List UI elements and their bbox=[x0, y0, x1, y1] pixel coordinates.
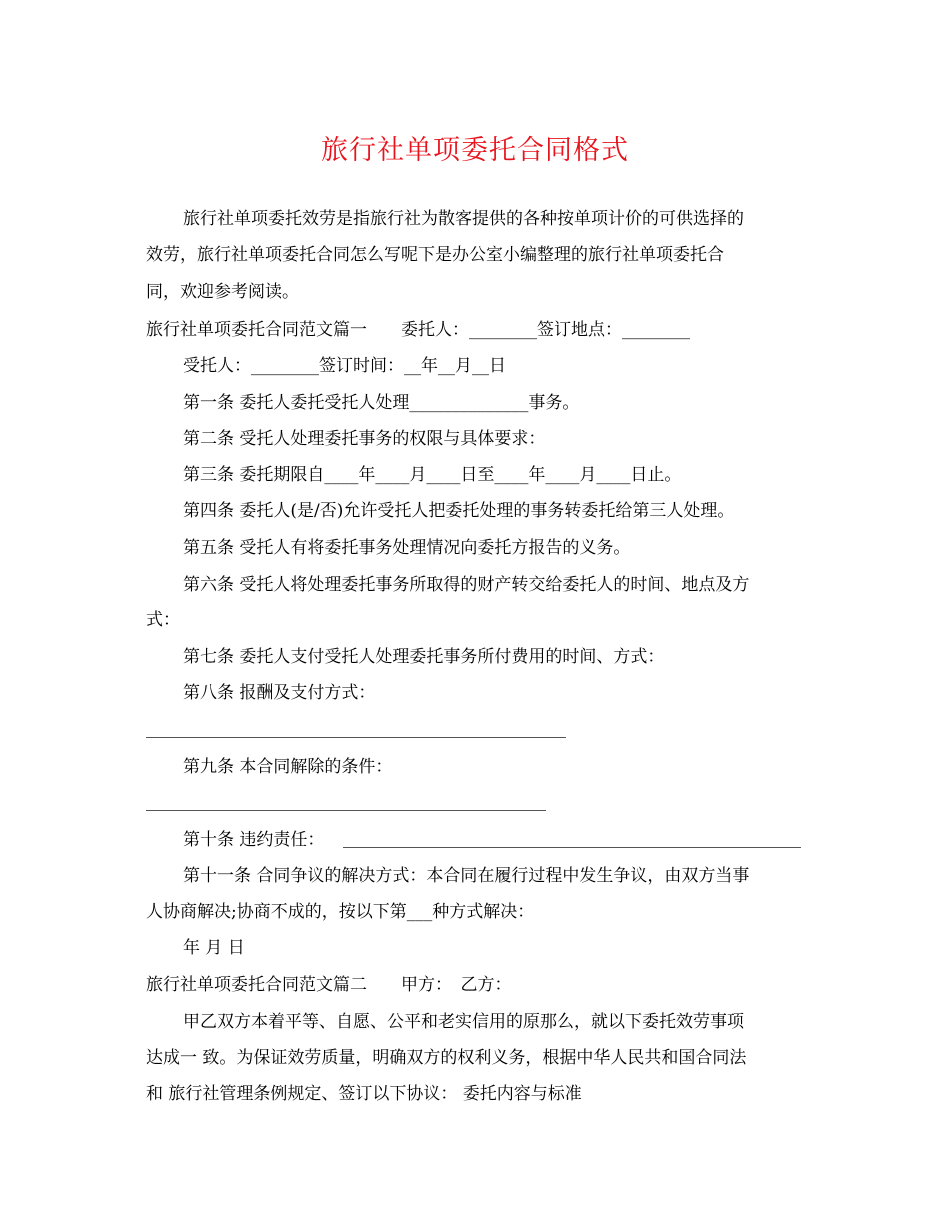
section1-heading: 旅行社单项委托合同范文篇一 委托人：________签订地点：________ bbox=[146, 320, 690, 340]
clause-line: 第五条 受托人有将委托事务处理情况向委托方报告的义务。 bbox=[183, 538, 631, 558]
blank-line bbox=[343, 847, 801, 848]
clause-line: 式： bbox=[146, 610, 180, 630]
clause-line: 第六条 受托人将处理委托事务所取得的财产转交给委托人的时间、地点及方 bbox=[183, 575, 750, 595]
clause-line: 第二条 受托人处理委托事务的权限与具体要求： bbox=[183, 429, 546, 449]
body-line: 达成一 致。为保证效劳质量，明确双方的权利义务，根据中华人民共和国合同法 bbox=[146, 1048, 747, 1068]
clause-line: 第一条 委托人委托受托人处理______________事务。 bbox=[183, 393, 580, 413]
intro-line-2: 效劳，旅行社单项委托合同怎么写呢下是办公室小编整理的旅行社单项委托合 bbox=[146, 245, 724, 265]
intro-line-3: 同，欢迎参考阅读。 bbox=[146, 282, 299, 302]
document-title: 旅行社单项委托合同格式 bbox=[321, 135, 629, 166]
date-line: 年 月 日 bbox=[183, 938, 245, 958]
clause-line: 第三条 委托期限自____年____月____日至____年____月____日止。 bbox=[183, 465, 682, 485]
clause-line: 人协商解决;协商不成的，按以下第___种方式解决： bbox=[146, 902, 535, 922]
clause-line: 第七条 委托人支付受托人处理委托事务所付费用的时间、方式： bbox=[183, 647, 665, 667]
intro-line-1: 旅行社单项委托效劳是指旅行社为散客提供的各种按单项计价的可供选择的 bbox=[183, 209, 744, 229]
blank-line bbox=[146, 737, 566, 738]
clause-line: 第四条 委托人(是/否)允许受托人把委托处理的事务转委托给第三人处理。 bbox=[183, 501, 735, 521]
section2-heading: 旅行社单项委托合同范文篇二 甲方： 乙方： bbox=[146, 975, 512, 995]
clause-line: 受托人：________签订时间：__年__月__日 bbox=[183, 356, 506, 376]
body-line: 甲乙双方本着平等、自愿、公平和老实信用的原那么，就以下委托效劳事项 bbox=[183, 1012, 744, 1032]
clause-line: 第十一条 合同争议的解决方式：本合同在履行过程中发生争议，由双方当事 bbox=[183, 866, 750, 886]
clause-line: 第八条 报酬及支付方式： bbox=[183, 683, 376, 703]
clause-line: 第九条 本合同解除的条件： bbox=[183, 757, 393, 777]
clause-line: 第十条 违约责任： bbox=[183, 830, 325, 850]
blank-line bbox=[146, 810, 546, 811]
body-line: 和 旅行社管理条例规定、签订以下协议： 委托内容与标准 bbox=[146, 1084, 582, 1104]
